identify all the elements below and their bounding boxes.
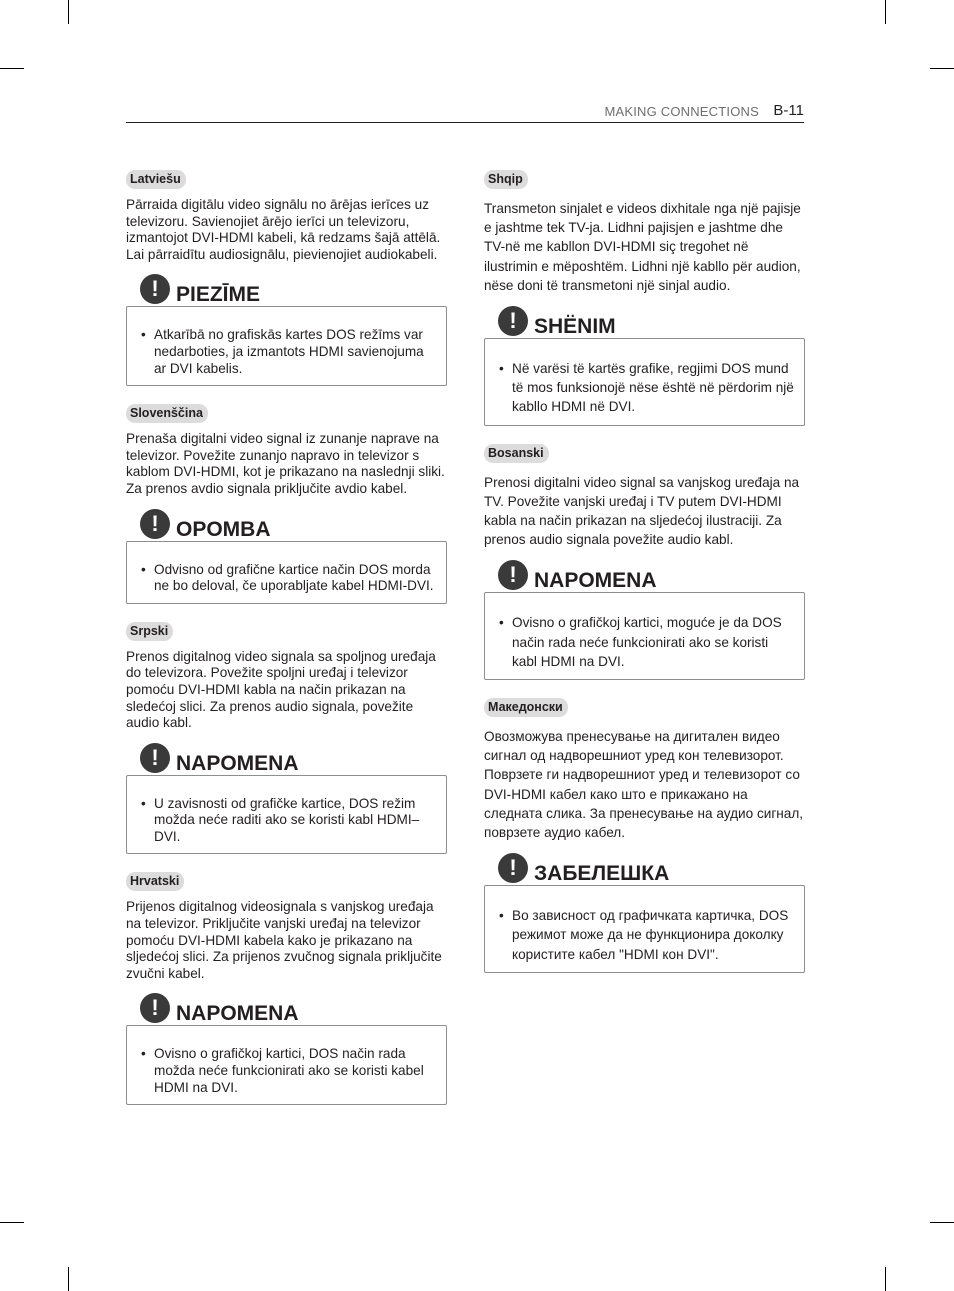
language-section — [484, 698, 805, 973]
language-section — [484, 170, 805, 426]
note-text: Ovisno o grafičkoj kartici, moguće je da DOS način rada neće funkcionirati ako se koristi kabl HDMI na DVI. — [512, 615, 782, 669]
note-box — [484, 562, 805, 680]
note-box — [126, 995, 447, 1105]
crop-mark — [885, 1267, 886, 1291]
language-tag: Bosanski — [484, 444, 549, 463]
language-tag: Slovenščina — [126, 404, 208, 423]
language-section — [126, 622, 447, 855]
section-text: Prenaša digitalni video signal iz zunanje naprave na televizor. Povežite zunanjo napravo in televizor s kablom DVI-HDMI, kot je prikazano na naslednji sliki. Za prenos avdio signala priključite avdio kabel. — [126, 431, 445, 496]
exclamation-icon: ! — [498, 853, 528, 883]
exclamation-icon: ! — [140, 743, 170, 773]
note-box — [126, 276, 447, 386]
note-title: ЗАБЕЛЕШКА — [534, 863, 672, 885]
note-box — [126, 744, 447, 855]
note-bullet: • Atkarībā no grafiskās kartes DOS režīms var nedarboties, ja izmantots HDMI savienojuma ar DVI kabelis. — [141, 327, 424, 376]
note-text: U zavisnosti od grafičke kartice, DOS režim možda neće raditi ako se koristi kabl HDMI–DVI. — [154, 795, 420, 844]
crop-mark — [68, 1267, 69, 1291]
note-text: Во зависност од графичката картичка, DOS режимот може да не функционира доколку користите кабел "HDMI кон DVI". — [512, 908, 789, 962]
crop-mark — [885, 0, 886, 24]
note-bullet: • Odvisno od grafične kartice način DOS morda ne bo deloval, če uporabljate kabel HDMI-DVI. — [141, 561, 434, 594]
section-title: MAKING CONNECTIONS — [604, 104, 759, 119]
section-text: Pārraida digitālu video signālu no ārējas ierīces uz televizoru. Savienojiet ārējo ierīci un televizoru, izmantojot DVI-HDMI kabeli, kā redzams šajā attēlā. Lai pārraidītu audiosignālu, pievienojiet audiokabeli. — [126, 197, 441, 262]
note-title: PIEZĪME — [176, 284, 263, 306]
language-tag: Latviešu — [126, 170, 186, 189]
note-bullet: • Во зависност од графичката картичка, DOS режимот може да не функционира доколку користите кабел "HDMI кон DVI". — [499, 908, 789, 962]
note-box — [484, 855, 805, 973]
note-bullet: • Në varësi të kartës grafike, regjimi DOS mund të mos funksionojë nëse është në përdorim një kabllo HDMI në DVI. — [499, 361, 794, 415]
language-tag: Македонски — [484, 698, 568, 717]
crop-mark — [930, 68, 954, 69]
note-text: Odvisno od grafične kartice način DOS morda ne bo deloval, če uporabljate kabel HDMI-DVI. — [154, 561, 434, 594]
exclamation-icon: ! — [498, 560, 528, 590]
section-text: Prenosi digitalni video signal sa vanjskog uređaja na TV. Povežite vanjski uređaj i TV putem DVI-HDMI kabla na način prikazan na sljedećoj ilustraciji. Za prenos audio signala povežite audio kabl. — [484, 474, 800, 548]
left-column — [126, 170, 447, 1105]
note-box — [126, 510, 447, 604]
note-text: Në varësi të kartës grafike, regjimi DOS mund të mos funksionojë nëse është në përdorim një kabllo HDMI në DVI. — [512, 361, 794, 415]
section-text: Овозможува пренесување на дигитален видео сигнал од надворешниот уред кон телевизорот. Поврзете ги надворешниот уред и телевизорот со DVI-HDMI кабел како што е прикажано на следната слика. За пренесување на аудио сигнал, поврзете аудио кабел. — [484, 729, 804, 841]
crop-mark — [930, 1222, 954, 1223]
exclamation-icon: ! — [140, 993, 170, 1023]
crop-mark — [68, 0, 69, 24]
note-title: SHËNIM — [534, 316, 619, 338]
note-title: NAPOMENA — [534, 570, 660, 592]
note-bullet: • Ovisno o grafičkoj kartici, DOS način rada možda neće funkcionirati ako se koristi kabel HDMI na DVI. — [141, 1046, 424, 1095]
language-section — [126, 872, 447, 1105]
note-text: Atkarībā no grafiskās kartes DOS režīms var nedarboties, ja izmantots HDMI savienojuma ar DVI kabelis. — [154, 327, 424, 376]
note-bullet: • Ovisno o grafičkoj kartici, moguće je da DOS način rada neće funkcionirati ako se koristi kabl HDMI na DVI. — [499, 615, 782, 669]
right-column — [484, 170, 805, 973]
language-tag: Shqip — [484, 170, 528, 189]
language-tag: Hrvatski — [126, 872, 184, 891]
note-box — [484, 308, 805, 426]
section-text: Transmeton sinjalet e videos dixhitale nga një pajisje e jashtme tek TV-ja. Lidhni pajisjen e jashtme dhe TV-në me kabllon DVI-HDMI siç tregohet në ilustrimin e mëposhtëm. Lidhni një kabllo për audion, nëse doni të transmetoni një sinjal audio. — [484, 201, 801, 293]
language-section — [126, 404, 447, 604]
exclamation-icon: ! — [498, 306, 528, 336]
language-tag: Srpski — [126, 622, 173, 641]
exclamation-icon: ! — [140, 509, 170, 539]
page-header — [126, 100, 804, 123]
crop-mark — [0, 1222, 24, 1223]
note-title: NAPOMENA — [176, 1003, 302, 1025]
page-number: B-11 — [773, 102, 804, 119]
section-text: Prijenos digitalnog videosignala s vanjskog uređaja na televizor. Priključite vanjski uređaj na televizor pomoću DVI-HDMI kabela kako je prikazano na sljedećoj slici. Za prijenos zvučnog signala priključite zvučni kabel. — [126, 899, 442, 981]
note-bullet: • U zavisnosti od grafičke kartice, DOS režim možda neće raditi ako se koristi kabl HDMI–DVI. — [141, 795, 420, 844]
language-section — [484, 444, 805, 680]
exclamation-icon: ! — [140, 274, 170, 304]
crop-mark — [0, 68, 24, 69]
note-title: NAPOMENA — [176, 753, 302, 775]
note-text: Ovisno o grafičkoj kartici, DOS način rada možda neće funkcionirati ako se koristi kabel HDMI na DVI. — [154, 1046, 424, 1095]
language-section — [126, 170, 447, 386]
section-text: Prenos digitalnog video signala sa spoljnog uređaja do televizora. Povežite spoljni uređaj i televizor pomoću DVI-HDMI kabla na način prikazan na sledećoj slici. Za prenos audio signala, povežite audio kabl. — [126, 648, 436, 731]
note-title: OPOMBA — [176, 519, 274, 541]
